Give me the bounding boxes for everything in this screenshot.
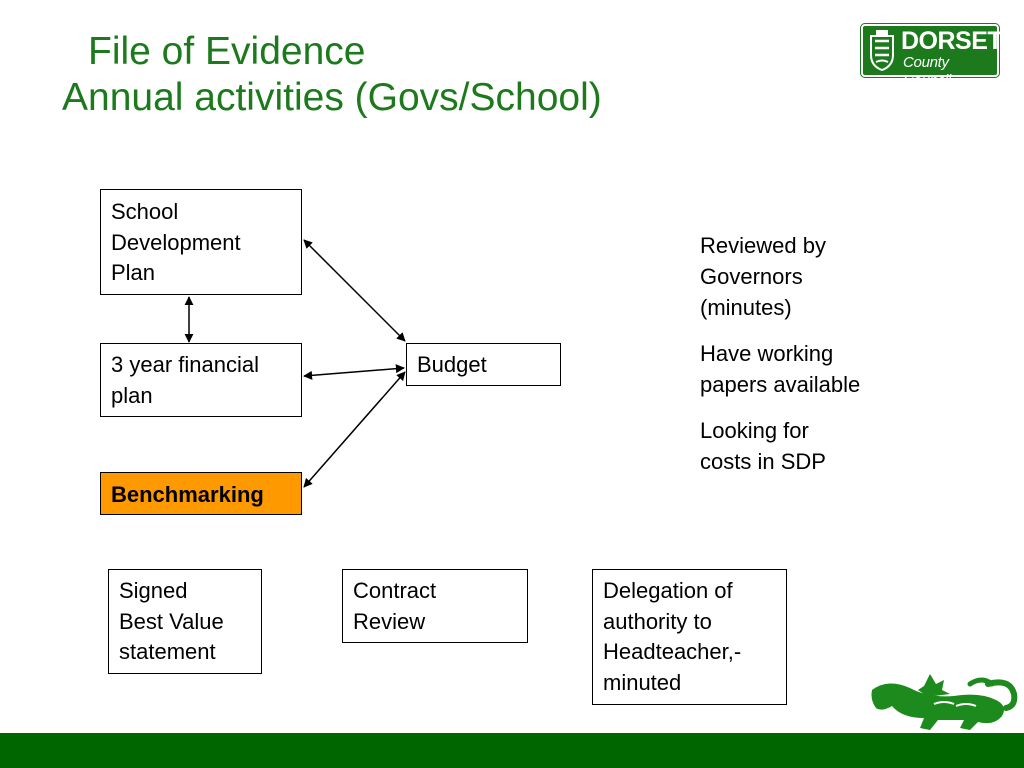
arrow-benchmarking-budget <box>304 372 405 487</box>
contract-review-box <box>342 569 528 643</box>
lion-passant-icon <box>868 672 1018 734</box>
budget-box <box>406 343 561 386</box>
note-reviewed: Reviewed by Governors (minutes) <box>700 233 826 320</box>
financial-plan-label: 3 year financial plan <box>111 352 259 408</box>
note-costs: Looking for costs in SDP <box>700 418 826 474</box>
notes-list <box>700 230 930 492</box>
school-development-plan-box <box>100 189 302 295</box>
contract-review-label: Contract Review <box>353 578 437 634</box>
logo-subtitle: County Council <box>903 54 951 89</box>
financial-plan-box <box>100 343 302 417</box>
page-title: File of Evidence <box>88 30 366 73</box>
school-development-plan-label: School Development Plan <box>111 199 241 285</box>
best-value-statement-box <box>108 569 262 674</box>
budget-label: Budget <box>417 352 487 377</box>
logo-name: DORSET <box>901 27 1003 55</box>
delegation-of-authority-box <box>592 569 787 705</box>
arrow-financial-budget <box>304 368 404 376</box>
best-value-statement-label: Signed Best Value statement <box>119 578 224 664</box>
benchmarking-label: Benchmarking <box>111 482 264 507</box>
footer-bar <box>0 733 1024 768</box>
arrow-sdp-budget <box>304 240 405 341</box>
benchmarking-box <box>100 472 302 515</box>
page-subtitle: Annual activities (Govs/School) <box>62 76 602 119</box>
delegation-of-authority-label: Delegation of authority to Headteacher,- minuted <box>603 578 742 695</box>
note-working-papers: Have working papers available <box>700 341 861 397</box>
